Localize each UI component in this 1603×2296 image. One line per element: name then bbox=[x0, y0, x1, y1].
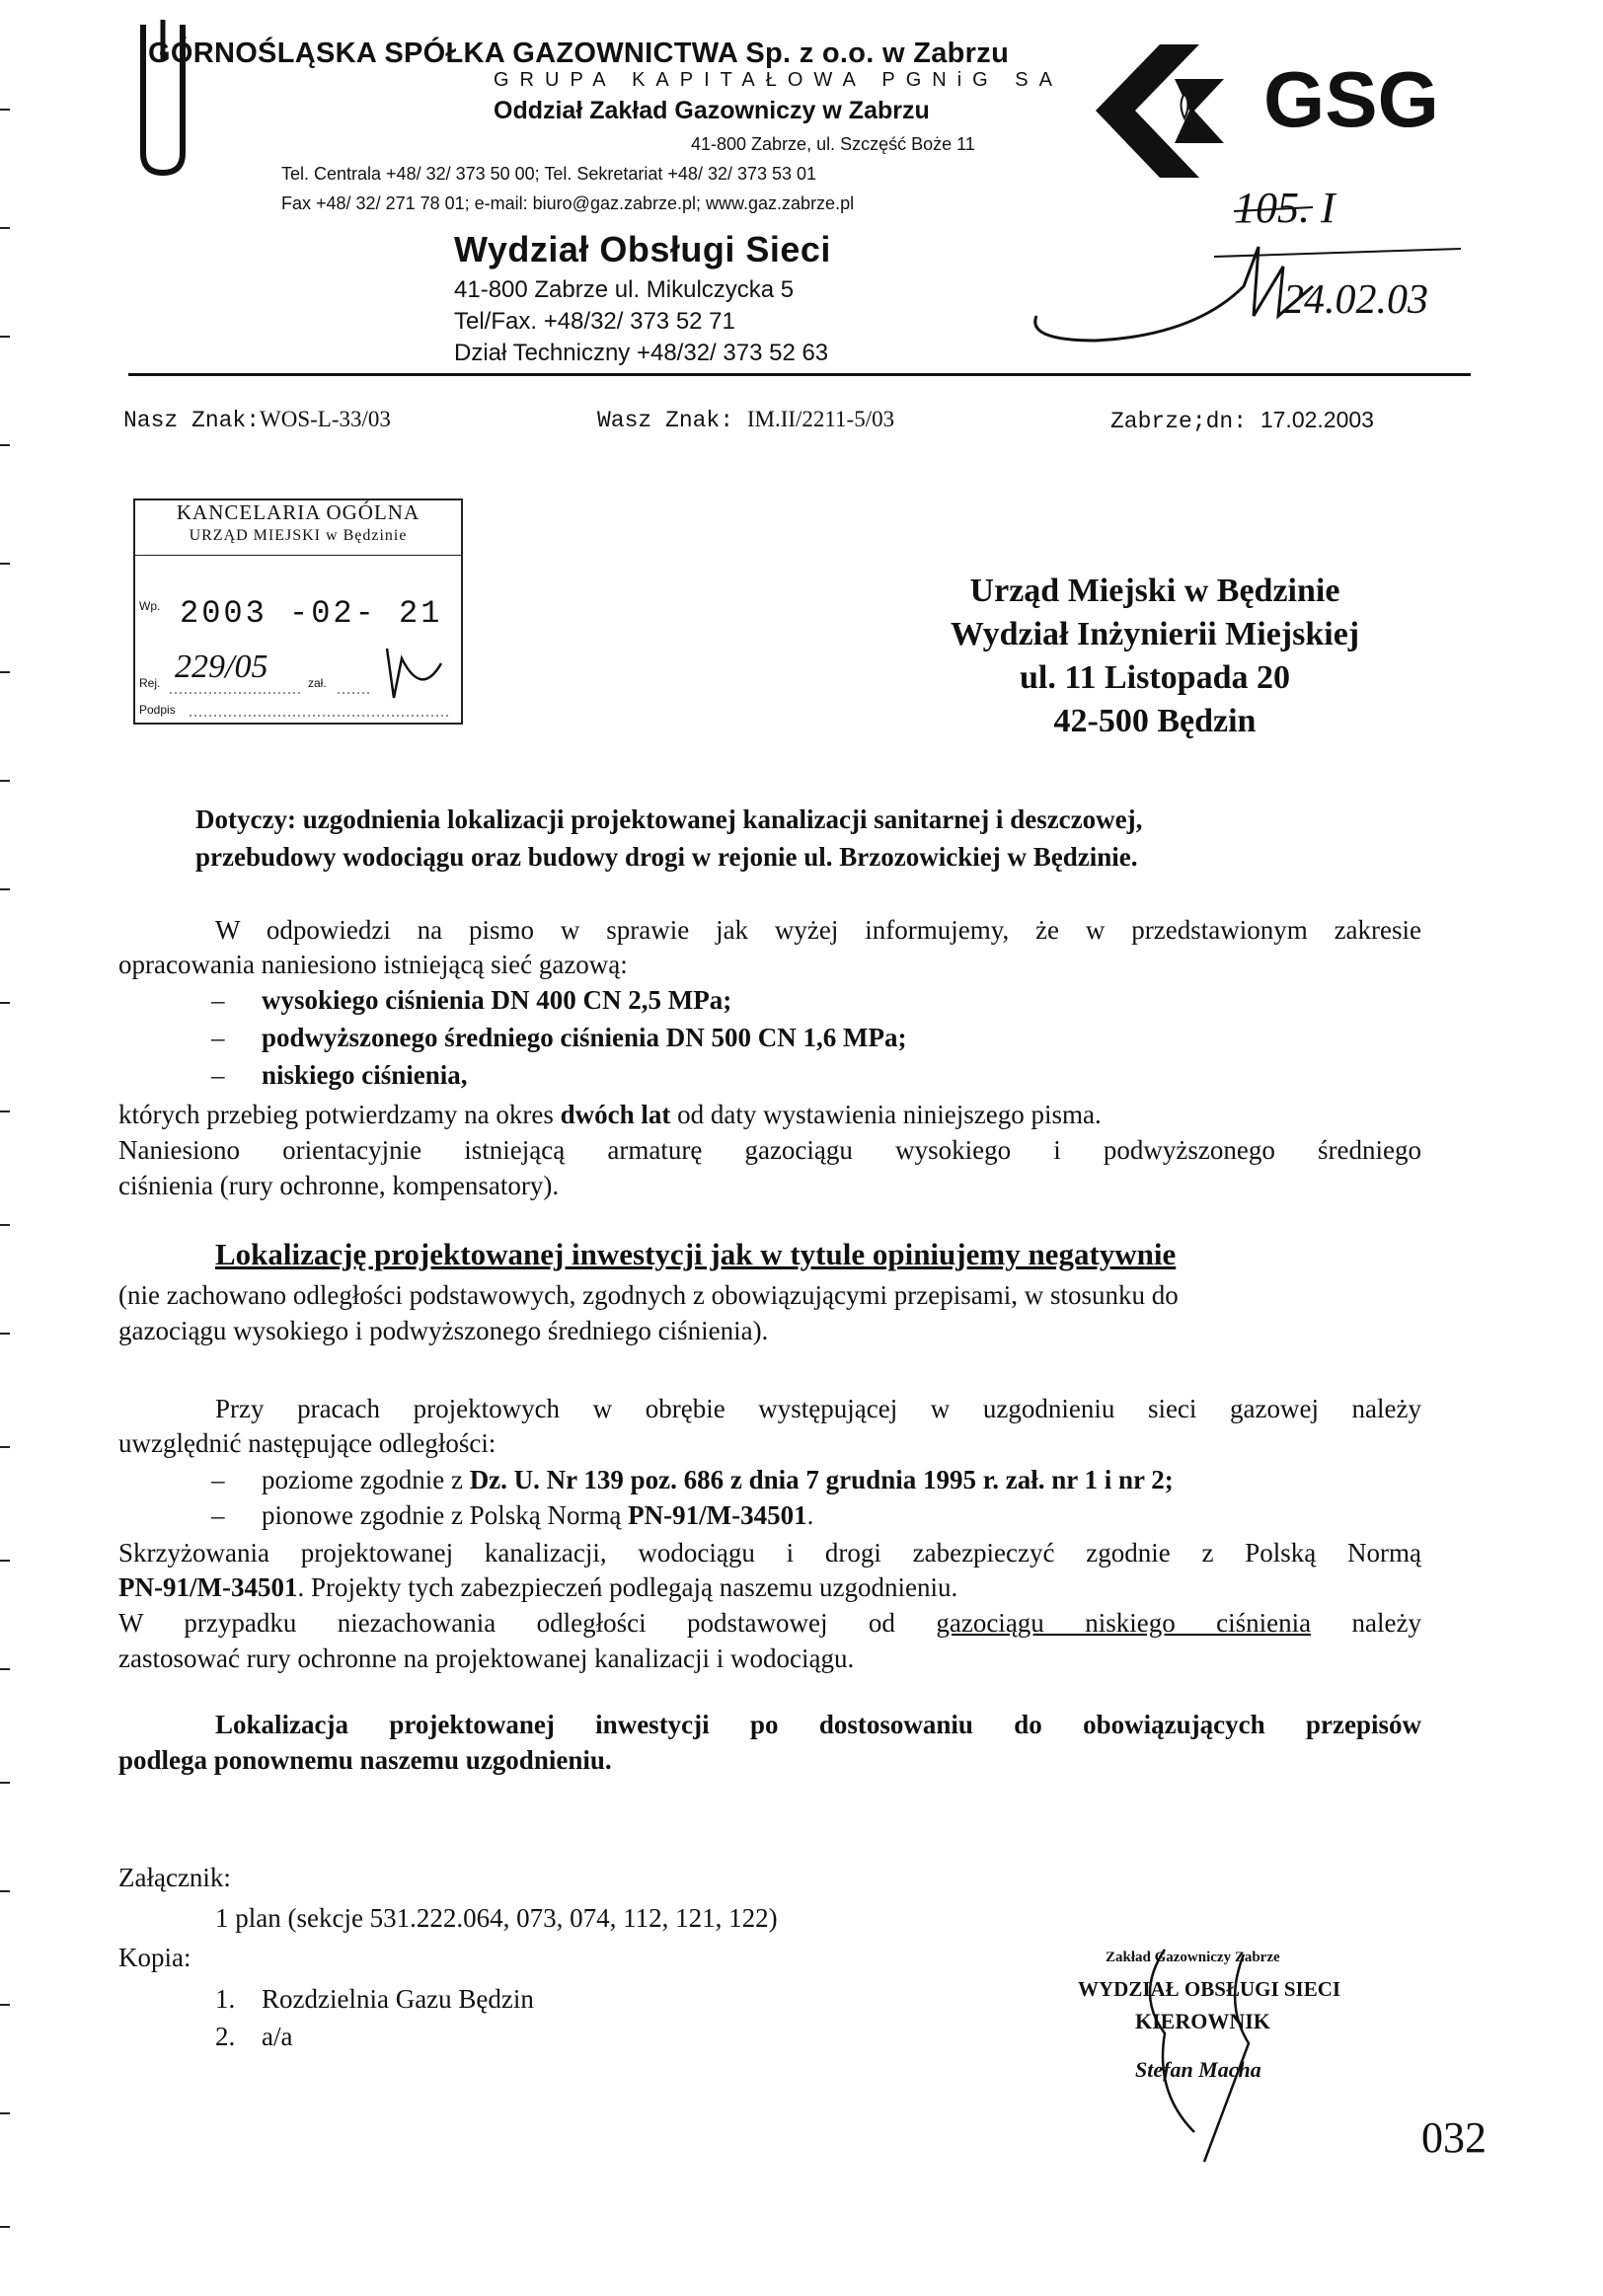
margin-tick bbox=[0, 563, 10, 565]
norm-ref: PN-91/M-34501 bbox=[628, 1500, 807, 1530]
company-phones: Tel. Centrala +48/ 32/ 373 50 00; Tel. Sekretariat +48/ 32/ 373 53 01 bbox=[281, 164, 817, 184]
para1-line-5: ciśnienia (rury ochronne, kompensatory). bbox=[118, 1171, 560, 1200]
stamp-lines bbox=[135, 500, 461, 723]
para2-line-1: Przy pracach projektowych w obrębie występującej w uzgodnieniu sieci gazowej należy bbox=[215, 1394, 1421, 1423]
margin-tick bbox=[0, 109, 10, 111]
recipient-line-1: Urząd Miejski w Będzinie bbox=[969, 573, 1340, 609]
group-line: GRUPA KAPITAŁOWA PGNiG SA bbox=[494, 69, 1063, 91]
list-item: wysokiego ciśnienia DN 400 CN 2,5 MPa; bbox=[262, 985, 732, 1015]
dash: – bbox=[211, 1465, 225, 1494]
list-item bbox=[262, 1500, 813, 1531]
para2-line-6: zastosować rury ochronne na projektowanej kanalizacji i wodociągu. bbox=[118, 1644, 855, 1673]
margin-tick bbox=[0, 1224, 10, 1226]
signature-role: KIEROWNIK bbox=[1135, 2009, 1270, 2033]
logo-text: GSG bbox=[1263, 55, 1439, 143]
dash: – bbox=[211, 1060, 225, 1090]
margin-tick bbox=[0, 336, 10, 338]
department-address: 41-800 Zabrze ul. Mikulczycka 5 bbox=[454, 276, 795, 303]
stamp-number: 229/05 bbox=[175, 649, 268, 685]
margin-tick bbox=[0, 1002, 10, 1004]
stamp-label-podpis: Podpis bbox=[139, 703, 176, 717]
margin-tick bbox=[0, 888, 10, 890]
stamp-label-wp: Wp. bbox=[139, 599, 161, 613]
recipient-line-4: 42-500 Będzin bbox=[1053, 703, 1257, 739]
para2-line-5 bbox=[118, 1606, 1421, 1641]
text: poziome zgodnie z bbox=[262, 1465, 470, 1494]
para2-line-2: uwzględnić następujące odległości: bbox=[118, 1428, 496, 1458]
attachment-item: 1 plan (sekcje 531.222.064, 073, 074, 112, 121, 122) bbox=[215, 1903, 778, 1933]
para1-validity bbox=[118, 1098, 1421, 1132]
margin-tick bbox=[0, 1560, 10, 1562]
margin-tick bbox=[0, 2112, 10, 2114]
low-pressure-ref: gazociągu niskiego ciśnienia bbox=[936, 1608, 1312, 1638]
para1-line-4: Naniesiono orientacyjnie istniejącą armaturę gazociągu wysokiego i podwyższonego średniego bbox=[118, 1135, 1421, 1165]
margin-tick bbox=[0, 1890, 10, 1892]
copy-recipient: a/a bbox=[262, 2022, 293, 2051]
text: W przypadku niezachowania odległości podstawowej od bbox=[118, 1608, 937, 1638]
receipt-stamp bbox=[133, 498, 463, 725]
handwritten-reference: 105. I bbox=[1234, 184, 1336, 232]
stamp-date: 2003 -02- 21 bbox=[180, 595, 443, 632]
copy-number: 2. bbox=[215, 2022, 236, 2051]
dash: – bbox=[211, 1500, 225, 1530]
our-reference-value: WOS-L-33/03 bbox=[260, 407, 391, 431]
para1-line-1: W odpowiedzi na pismo w sprawie jak wyżej informujemy, że w przedstawionym zakresie bbox=[215, 915, 1421, 945]
margin-tick bbox=[0, 780, 10, 782]
stamp-label-zal: zał. bbox=[308, 676, 327, 690]
handwritten-date: 24.02.03 bbox=[1283, 277, 1428, 323]
text: . Projekty tych zabezpieczeń podlegają naszemu uzgodnieniu. bbox=[297, 1572, 958, 1602]
stamp-authority: URZĄD MIEJSKI w Będzinie bbox=[189, 527, 408, 544]
list-item: niskiego ciśnienia, bbox=[262, 1060, 468, 1090]
copy-label: Kopia: bbox=[118, 1943, 191, 1972]
recipient-line-2: Wydział Inżynierii Miejskiej bbox=[950, 616, 1360, 652]
signature-company: Zakład Gazowniczy Zabrze bbox=[1106, 1950, 1280, 1965]
para2-line-3: Skrzyżowania projektowanej kanalizacji, wodociągu i drogi zabezpieczyć zgodnie z Polską Normą bbox=[118, 1538, 1421, 1568]
text: których przebieg potwierdzamy na okres bbox=[118, 1100, 561, 1129]
our-reference bbox=[123, 407, 391, 433]
department-tel: Tel/Fax. +48/32/ 373 52 71 bbox=[454, 308, 735, 335]
list-item: podwyższonego średniego ciśnienia DN 500 CN 1,6 MPa; bbox=[262, 1023, 907, 1052]
department-technical: Dział Techniczny +48/32/ 373 52 63 bbox=[454, 340, 829, 366]
negative-line-1: (nie zachowano odległości podstawowych, zgodnych z obowiązującymi przepisami, w stosunku do bbox=[118, 1280, 1179, 1310]
letter-date bbox=[1110, 407, 1374, 434]
text: od daty wystawienia niniejszego pisma. bbox=[670, 1100, 1102, 1129]
norm-ref: PN-91/M-34501 bbox=[118, 1572, 298, 1602]
regulation-ref: Dz. U. Nr 139 poz. 686 z dnia 7 grudnia 1995 r. zał. nr 1 i nr 2; bbox=[469, 1465, 1174, 1494]
margin-tick bbox=[0, 444, 10, 446]
negative-opinion-title: Lokalizację projektowanej inwestycji jak w tytule opiniujemy negatywnie bbox=[215, 1237, 1177, 1271]
company-fax-email: Fax +48/ 32/ 271 78 01; e-mail: biuro@gaz.zabrze.pl; www.gaz.zabrze.pl bbox=[281, 193, 855, 213]
header-divider bbox=[128, 373, 1471, 376]
recipient-line-3: ul. 11 Listopada 20 bbox=[1020, 659, 1290, 696]
margin-tick bbox=[0, 671, 10, 673]
stamp-office: KANCELARIA OGÓLNA bbox=[176, 500, 420, 524]
letter-date-label: Zabrze;dn: bbox=[1110, 409, 1248, 434]
attachment-label: Załącznik: bbox=[118, 1863, 231, 1892]
list-item bbox=[262, 1465, 1174, 1495]
department-title: Wydział Obsługi Sieci bbox=[454, 229, 831, 269]
letter-date-value: 17.02.2003 bbox=[1260, 407, 1374, 432]
your-reference-value: IM.II/2211-5/03 bbox=[746, 407, 895, 431]
margin-tick bbox=[0, 1333, 10, 1335]
signature-name: Stefan Macha bbox=[1135, 2057, 1261, 2082]
margin-tick bbox=[0, 1782, 10, 1784]
margin-tick bbox=[0, 1110, 10, 1112]
margin-tick bbox=[0, 227, 10, 229]
your-reference-label: Wasz Znak: bbox=[597, 408, 734, 433]
text: należy bbox=[1311, 1608, 1421, 1638]
para2-line-4 bbox=[118, 1570, 1421, 1605]
margin-tick bbox=[0, 1668, 10, 1670]
company-address: 41-800 Zabrze, ul. Szczęść Boże 11 bbox=[691, 134, 975, 154]
text: . bbox=[806, 1500, 814, 1530]
our-reference-label: Nasz Znak: bbox=[123, 408, 261, 433]
copy-number: 1. bbox=[215, 1984, 236, 2014]
subject-line-1: Dotyczy: uzgodnienia lokalizacji projektowanej kanalizacji sanitarnej i deszczowej, bbox=[195, 804, 1143, 834]
signature-department: WYDZIAŁ OBSŁUGI SIECI bbox=[1078, 1977, 1341, 2001]
text: pionowe zgodnie z Polską Normą bbox=[262, 1500, 629, 1530]
final-line-2: podlega ponownemu naszemu uzgodnieniu. bbox=[118, 1745, 612, 1775]
para1-line-2: opracowania naniesiono istniejącą sieć gazową: bbox=[118, 950, 628, 979]
margin-tick bbox=[0, 1446, 10, 1448]
gsg-logo-icon bbox=[1091, 39, 1229, 183]
negative-line-2: gazociągu wysokiego i podwyższonego średniego ciśnienia). bbox=[118, 1316, 769, 1345]
margin-tick bbox=[0, 2226, 10, 2228]
signature-scribble bbox=[1076, 1935, 1402, 2167]
final-line-1: Lokalizacja projektowanej inwestycji po dostosowaniu do obowiązujących przepisów bbox=[215, 1710, 1421, 1739]
copy-recipient: Rozdzielnia Gazu Będzin bbox=[262, 1984, 534, 2014]
dash: – bbox=[211, 985, 225, 1015]
company-name: GÓRNOŚLĄSKA SPÓŁKA GAZOWNICTWA Sp. z o.o. w Zabrzu bbox=[148, 38, 1010, 69]
dash: – bbox=[211, 1023, 225, 1052]
your-reference bbox=[597, 407, 894, 433]
subject-line-2: przebudowy wodociągu oraz budowy drogi w rejonie ul. Brzozowickiej w Będzinie. bbox=[195, 842, 1138, 872]
branch-name: Oddział Zakład Gazowniczy w Zabrzu bbox=[494, 97, 930, 124]
validity-period: dwóch lat bbox=[560, 1100, 671, 1129]
page-number: 032 bbox=[1421, 2113, 1487, 2162]
stamp-label-rej: Rej. bbox=[139, 676, 161, 690]
margin-tick bbox=[0, 2004, 10, 2006]
